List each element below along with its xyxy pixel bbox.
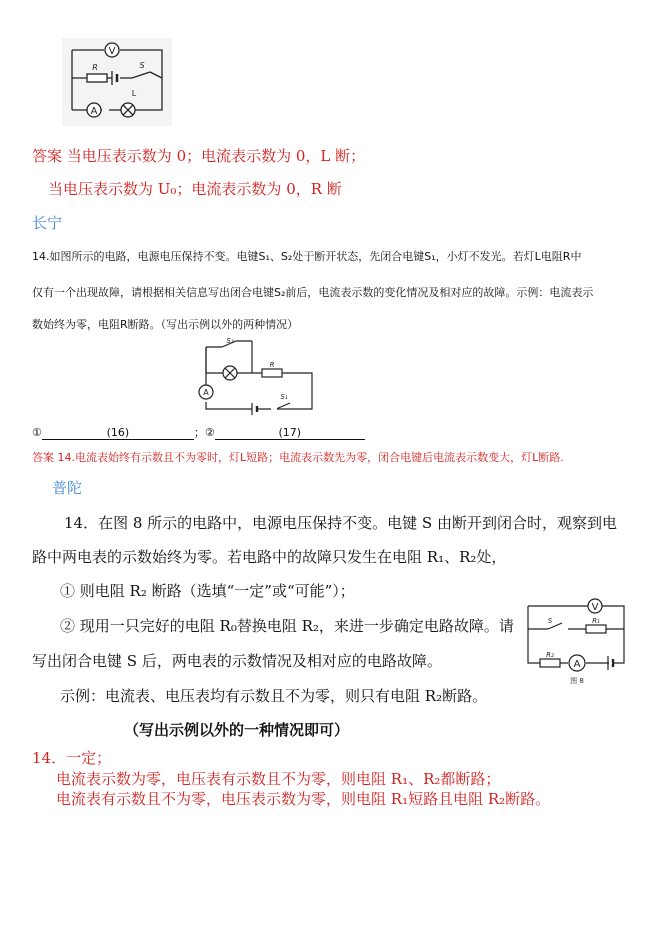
putuo-question-line4: ② 现用一只完好的电阻 R₀替换电阻 R₂，来进一步确定电路故障。请 xyxy=(60,617,514,635)
switch1-label: S₁ xyxy=(280,393,288,401)
ammeter-label-3: A xyxy=(573,659,581,670)
changning-blanks xyxy=(32,424,365,440)
blank-2[interactable] xyxy=(215,426,365,440)
putuo-question-line5: 写出闭合电键 S 后，两电表的示数情况及相对应的电路故障。 xyxy=(32,652,442,670)
putuo-note: （写出示例以外的一种情况即可） xyxy=(124,721,350,739)
changning-question-line3: 数始终为零，电阻R断路。（写出示例以外的两种情况） xyxy=(32,318,299,331)
district-putuo: 普陀 xyxy=(52,479,83,497)
blank-2-number: (17) xyxy=(278,426,302,439)
putuo-answer-line1: 电流表示数为零，电压表有示数且不为零，则电阻 R₁、R₂都断路； xyxy=(56,770,501,788)
circuit-diagram-2 xyxy=(192,337,314,415)
resistor-label-2: R xyxy=(269,361,275,369)
putuo-question-line2: 路中两电表的示数始终为零。若电路中的故障只发生在电阻 R₁、R₂处， xyxy=(32,548,507,566)
circuit-diagram-3 xyxy=(520,593,630,685)
blank-separator: ；② xyxy=(193,426,215,439)
resistor-label: R xyxy=(92,63,98,72)
changning-question-line2: 仅有一个出现故障，请根据相关信息写出闭合电键S₂前后，电流表示数的变化情况及相对应的故障。示例：电流表示 xyxy=(32,286,594,299)
putuo-question-line3: ① 则电阻 R₂ 断路（选填“一定”或“可能”）； xyxy=(60,582,355,600)
lamp-label: L xyxy=(131,89,137,98)
putuo-answer-head: 14．一定； xyxy=(32,749,112,767)
answer-1-line2: 当电压表示数为 U₀；电流表示数为 0，R 断 xyxy=(48,180,342,198)
figure-label: 图 8 xyxy=(570,677,584,685)
circuit-diagram-1 xyxy=(62,38,172,126)
r1-label: R₁ xyxy=(592,617,600,625)
ammeter-label-2: A xyxy=(203,388,209,397)
putuo-question-line6: 示例：电流表、电压表均有示数且不为零，则只有电阻 R₂断路。 xyxy=(60,687,488,705)
answer-1-line1 xyxy=(32,145,365,166)
changning-answer: 答案 14.电流表始终有示数且不为零时，灯L短路；电流表示数先为零，闭合电键后电流表示数变大，灯L断路. xyxy=(32,451,564,464)
switch2-label: S₂ xyxy=(226,337,234,345)
answer-label: 答案 xyxy=(32,147,63,165)
putuo-question-line1: 14．在图 8 所示的电路中，电源电压保持不变。电键 S 由断开到闭合时，观察到电 xyxy=(64,514,617,532)
voltmeter-label: V xyxy=(108,46,116,57)
blank-1[interactable] xyxy=(42,426,194,440)
changning-question-line1: 14.如图所示的电路，电源电压保持不变。电键S₁、S₂处于断开状态，先闭合电键S₁，小灯不发光。若灯L电阻R中 xyxy=(32,250,582,263)
answer-text-1: 当电压表示数为 0；电流表示数为 0，L 断； xyxy=(66,147,366,165)
blank-1-prefix: ① xyxy=(32,426,42,439)
switch-label: S xyxy=(139,61,145,70)
putuo-answer-line2: 电流表有示数且不为零，电压表示数为零，则电阻 R₁短路且电阻 R₂断路。 xyxy=(56,790,551,808)
switch-label-3: S xyxy=(547,617,553,625)
r2-label: R₂ xyxy=(546,651,554,659)
district-changning: 长宁 xyxy=(32,214,63,232)
voltmeter-label-3: V xyxy=(591,602,599,613)
ammeter-label: A xyxy=(90,106,98,117)
blank-1-number: (16) xyxy=(106,426,130,439)
